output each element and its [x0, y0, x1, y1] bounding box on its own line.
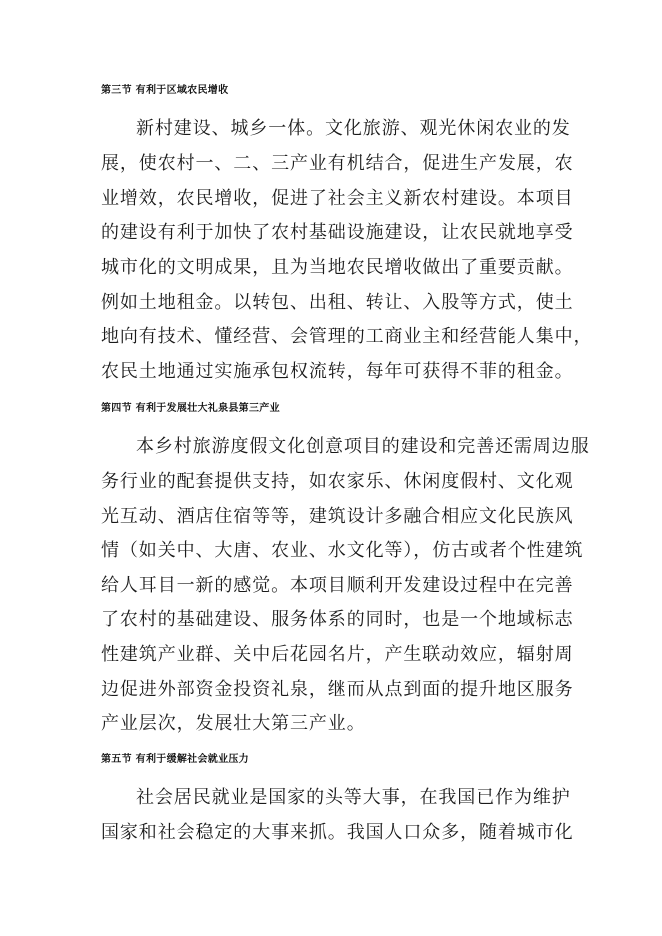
paragraph-line: 展，使农村一、二、三产业有机结合，促进生产发展，农 [101, 153, 574, 174]
paragraph-line: 地向有技术、懂经营、会管理的工商业主和经营能人集中， [101, 326, 593, 347]
section-heading-3: 第三节 有利于区域农民增收 [101, 85, 229, 96]
paragraph-line: 情（如关中、大唐、农业、水文化等），仿古或者个性建筑 [101, 540, 584, 561]
paragraph-line: 社会居民就业是国家的头等大事，在我国已作为维护 [136, 787, 571, 808]
paragraph-line: 给人耳目一新的感觉。本项目顺利开发建设过程中在完善 [101, 575, 574, 596]
paragraph-line: 的建设有利于加快了农村基础设施建设，让农民就地享受 [101, 222, 574, 243]
paragraph-line: 业增效，农民增收，促进了社会主义新农村建设。本项目 [101, 188, 574, 209]
paragraph-line: 边促进外部资金投资礼泉，继而从点到面的提升地区服务 [101, 679, 574, 700]
paragraph-line: 光互动、酒店住宿等等，建筑设计多融合相应文化民族风 [101, 506, 574, 527]
paragraph-line: 性建筑产业群、关中后花园名片，产生联动效应，辐射周 [101, 644, 574, 665]
paragraph-line: 例如土地租金。以转包、出租、转让、入股等方式，使土 [101, 292, 574, 313]
paragraph-line: 务行业的配套提供支持，如农家乐、休闲度假村、文化观 [101, 471, 574, 492]
paragraph-line: 农民土地通过实施承包权流转，每年可获得不菲的租金。 [101, 361, 574, 382]
paragraph-line: 本乡村旅游度假文化创意项目的建设和完善还需周边服 [136, 436, 590, 457]
paragraph-line: 产业层次，发展壮大第三产业。 [101, 713, 366, 734]
section-heading-5: 第五节 有利于缓解社会就业压力 [101, 754, 249, 765]
paragraph-line: 国家和社会稳定的大事来抓。我国人口众多，随着城市化 [101, 822, 574, 843]
paragraph-line: 了农村的基础建设、服务体系的同时，也是一个地域标志 [101, 609, 574, 630]
paragraph-line: 新村建设、城乡一体。文化旅游、观光休闲农业的发 [136, 118, 571, 139]
section-heading-4: 第四节 有利于发展壮大礼泉县第三产业 [101, 403, 280, 414]
paragraph-line: 城市化的文明成果，且为当地农民增收做出了重要贡献。 [101, 257, 574, 278]
